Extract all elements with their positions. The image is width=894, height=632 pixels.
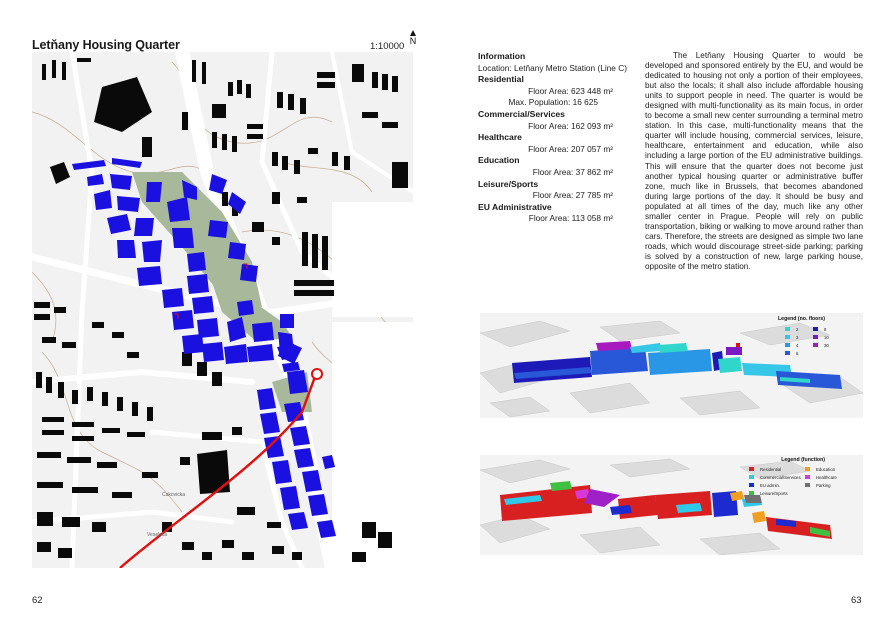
info-panel [478,51,628,225]
residential-heading: Residential [478,74,524,85]
north-label: N [409,36,417,46]
legend-function-label: Parking [816,482,831,488]
legend-floors-title: Legend (no. floors) [778,316,825,322]
leisure-floor-area: Floor Area: 27 785 m² [532,190,613,201]
page-number-right: 63 [851,595,862,606]
info-heading: Information [478,51,526,61]
legend-floors-label: 30 [824,342,829,348]
leisure-heading: Leisure/Sports [478,178,539,189]
education-heading: Education [478,155,520,166]
residential-floor-area: Floor Area: 623 448 m² [528,85,613,96]
legend-function-label: Healthcare [816,474,837,480]
commercial-heading: Commercial/Services [478,108,565,119]
residential-population: Max. Population: 16 625 [508,97,598,108]
page-number-left: 62 [32,595,43,606]
legend-function-swatch [749,483,754,487]
legend-floors [785,325,849,357]
legend-function-title: Legend (function) [781,457,825,463]
legend-floors-swatch [785,327,790,331]
legend-function-label: Commercial/Services [760,474,801,480]
legend-floors-swatch [813,335,818,339]
site-plan-map [32,52,413,568]
eu-admin-heading: EU Administrative [478,201,552,212]
north-arrow-icon [407,30,419,46]
page-title: Letňany Housing Quarter [32,38,180,52]
legend-floors-swatch [785,343,790,347]
legend-function-label: Residential [760,466,782,472]
legend-floors-label: 6 [796,350,799,356]
legend-floors-label: 8 [824,326,827,332]
legend-function-swatch [749,467,754,471]
legend-floors-swatch [813,343,818,347]
legend-function-swatch [805,483,810,487]
legend-function-swatch [749,491,754,495]
legend-function-swatch [805,475,810,479]
legend-floors-label: 4 [796,342,799,348]
legend-function-swatch [805,467,810,471]
education-floor-area: Floor Area: 37 862 m² [532,166,613,177]
map-scale: 1:10000 [370,41,405,52]
legend-function-swatch [749,475,754,479]
legend-floors-label: 10 [824,334,829,340]
render-function [480,455,863,555]
legend-floors-label: 3 [796,334,799,340]
legend-floors-label: 2 [796,326,799,332]
project-description: The Letňany Housing Quarter to would be developed and sponsored entirely by the EU, and would be dedicated to housing not only a portion of their employees, but also the locals; it shall also include affordable housing units to support people in need. The quarter is would be designed with multi-functionality as its main focus, in order to become a small new center surrounding a terminal metro station. In this case, multi-functionality means that the quarter will include housing, commercial services, leisure, healthcare, entertainment and education, while also including a large portion of the EU administrative buildings. This will ensure that the quarter does not become just another typical housing quarter or administrative buffer zone, much like in Brussels, that becomes abandoned during large portions of the day. It should be busy and populated at all times of the day, much like any other smaller center in Prague. People will rely on public transportation, biking or walking to move around rather than cars. Therefore, the streets are designed as simple two lane roads, which would discourage street-side parking; parking is solved by a construction of new, large parking house, opposite of the metro station. [645,51,863,271]
legend-floors-swatch [785,335,790,339]
eu-admin-floor-area: Floor Area: 113 058 m² [528,213,613,224]
commercial-floor-area: Floor Area: 162 093 m² [528,120,613,131]
legend-floors-swatch [785,351,790,355]
street-label-2: Veselska [147,532,168,538]
street-label-1: Cakovicka [162,492,186,498]
legend-function-label: Education [816,466,836,472]
legend-function-label: EU admin. [760,482,781,488]
legend-function-label: Leisure/Sports [760,490,788,496]
healthcare-heading: Healthcare [478,132,522,143]
render-floors [480,313,863,418]
healthcare-floor-area: Floor Area: 207 057 m² [528,143,613,154]
legend-function [749,465,849,497]
info-location: Location: Letňany Metro Station (Line C) [478,62,627,73]
legend-floors-swatch [813,327,818,331]
